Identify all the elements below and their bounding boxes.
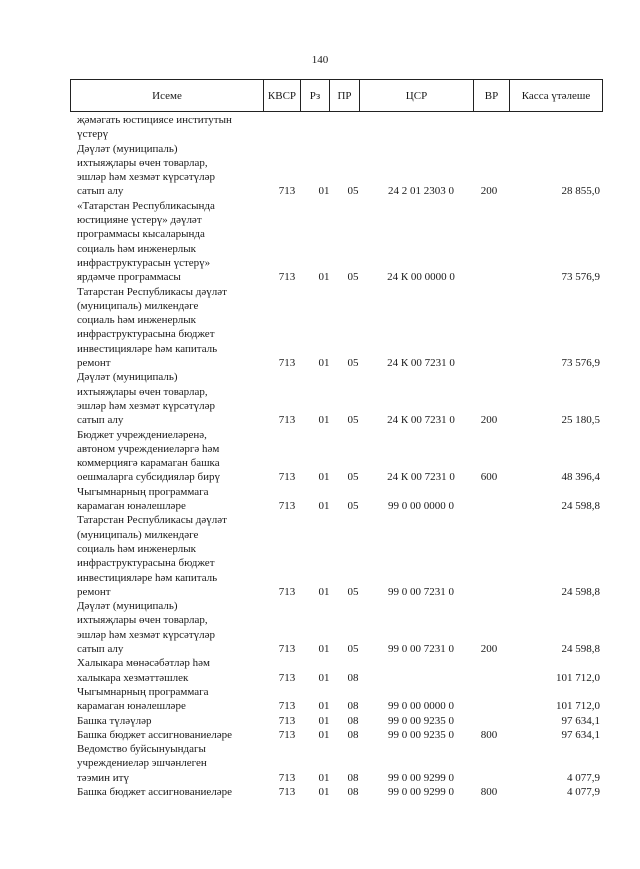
row-name-line: социаль һәм инженерлык bbox=[77, 542, 196, 555]
page-number: 140 bbox=[311, 54, 329, 66]
cell-amount: 73 576,9 bbox=[561, 271, 600, 284]
row-name bbox=[77, 513, 261, 599]
row-name-line: социаль һәм инженерлык bbox=[77, 242, 196, 255]
cell-rz: 01 bbox=[318, 471, 330, 484]
cell-rz: 01 bbox=[318, 671, 330, 684]
cell-pr: 08 bbox=[347, 671, 359, 684]
row-name-line: эшләр һәм хезмәт күрсәтүләр bbox=[77, 399, 216, 412]
cell-kvsr: 713 bbox=[278, 185, 296, 198]
row-name bbox=[77, 742, 261, 785]
cell-rz: 01 bbox=[318, 357, 330, 370]
table-row bbox=[0, 599, 640, 656]
table-row bbox=[0, 199, 640, 285]
header-csr: ЦСР bbox=[360, 80, 474, 111]
cell-pr: 05 bbox=[347, 643, 359, 656]
row-name-line: инвестицияләре һәм капиталь bbox=[77, 342, 218, 355]
row-name-line: коммерциягә карамаган башка bbox=[77, 457, 220, 470]
cell-kvsr: 713 bbox=[278, 643, 296, 656]
row-name-line: ихтыяҗлары өчен товарлар, bbox=[77, 385, 208, 398]
row-name-line: карамаган юнәлешләре bbox=[77, 500, 186, 513]
row-name-line: ярдәмче программасы bbox=[77, 271, 181, 284]
cell-amount: 24 598,8 bbox=[561, 585, 600, 598]
row-name-line: инфраструктурасын үстерү» bbox=[77, 256, 211, 269]
cell-kvsr: 713 bbox=[278, 671, 296, 684]
header-pr: ПР bbox=[330, 80, 360, 111]
header-rz: Рз bbox=[301, 80, 330, 111]
row-name-line: ремонт bbox=[77, 585, 111, 598]
cell-csr: 24 К 00 7231 0 bbox=[387, 471, 455, 484]
table-row bbox=[0, 285, 640, 371]
cell-pr: 05 bbox=[347, 500, 359, 513]
row-name-line: учреждениеләр эшчәнлеген bbox=[77, 757, 207, 770]
cell-vr: 600 bbox=[480, 471, 498, 484]
table-row bbox=[0, 113, 640, 142]
row-name bbox=[77, 785, 261, 799]
row-name-line: Ведомство буйсынуындагы bbox=[77, 743, 206, 756]
row-name-line: инфраструктурасына бюджет bbox=[77, 328, 215, 341]
cell-kvsr: 713 bbox=[278, 771, 296, 784]
row-name-line: Дәүләт (муниципаль) bbox=[77, 371, 178, 384]
cell-vr: 800 bbox=[480, 728, 498, 741]
cell-csr: 99 0 00 9299 0 bbox=[388, 771, 454, 784]
table-body bbox=[0, 113, 640, 799]
cell-amount: 101 712,0 bbox=[556, 700, 600, 713]
cell-csr: 24 К 00 7231 0 bbox=[387, 357, 455, 370]
cell-amount: 97 634,1 bbox=[561, 728, 600, 741]
cell-vr: 200 bbox=[480, 414, 498, 427]
row-name bbox=[77, 370, 261, 427]
row-name-line: Башка бюджет ассигнованиеләре bbox=[77, 728, 232, 741]
cell-amount: 73 576,9 bbox=[561, 357, 600, 370]
row-name-line: Татарстан Республикасы дәүләт bbox=[77, 285, 227, 298]
cell-vr: 200 bbox=[480, 643, 498, 656]
cell-kvsr: 713 bbox=[278, 585, 296, 598]
header-kvsr: КВСР bbox=[264, 80, 301, 111]
table-row bbox=[0, 370, 640, 427]
cell-csr: 24 2 01 2303 0 bbox=[388, 185, 454, 198]
table-row bbox=[0, 513, 640, 599]
row-name bbox=[77, 428, 261, 485]
row-name-line: карамаган юнәлешләре bbox=[77, 700, 186, 713]
table-row bbox=[0, 785, 640, 799]
cell-csr: 99 0 00 0000 0 bbox=[388, 700, 454, 713]
cell-pr: 08 bbox=[347, 714, 359, 727]
row-name-line: Халыкара мөнәсәбәтләр һәм bbox=[77, 657, 210, 670]
cell-kvsr: 713 bbox=[278, 786, 296, 798]
row-name-line: инвестицияләре һәм капиталь bbox=[77, 571, 218, 584]
row-name-line: (муниципаль) милкендәге bbox=[77, 528, 199, 541]
cell-csr: 99 0 00 9235 0 bbox=[388, 728, 454, 741]
row-name bbox=[77, 485, 261, 514]
header-amount: Касса үтәлеше bbox=[521, 89, 591, 102]
row-name bbox=[77, 728, 261, 742]
cell-rz: 01 bbox=[318, 271, 330, 284]
table-row bbox=[0, 742, 640, 785]
table-row bbox=[0, 142, 640, 199]
row-name-line: тәэмин итү bbox=[77, 771, 129, 784]
cell-amount: 24 598,8 bbox=[561, 500, 600, 513]
row-name bbox=[77, 599, 261, 656]
row-name-line: эшләр һәм хезмәт күрсәтүләр bbox=[77, 628, 216, 641]
table-header bbox=[70, 79, 603, 112]
row-name-line: сатып алу bbox=[77, 185, 124, 198]
cell-amount: 28 855,0 bbox=[561, 185, 600, 198]
cell-csr: 99 0 00 9299 0 bbox=[388, 786, 454, 798]
row-name-line: Чыгымнарның программага bbox=[77, 485, 209, 498]
row-name-line: социаль һәм инженерлык bbox=[77, 314, 196, 327]
row-name-line: Башка бюджет ассигнованиеләре bbox=[77, 786, 232, 798]
cell-pr: 05 bbox=[347, 185, 359, 198]
row-name bbox=[77, 714, 261, 728]
cell-amount: 4 077,9 bbox=[567, 771, 600, 784]
cell-kvsr: 713 bbox=[278, 728, 296, 741]
cell-kvsr: 713 bbox=[278, 471, 296, 484]
cell-pr: 08 bbox=[347, 786, 359, 798]
row-name-line: Дәүләт (муниципаль) bbox=[77, 600, 178, 613]
row-name-line: җәмәгать юстициясе институтын bbox=[77, 114, 232, 126]
row-name-line: Бюджет учреждениеләренә, bbox=[77, 428, 207, 441]
row-name-line: Башка түләүләр bbox=[77, 714, 152, 727]
row-name-line: үстерү bbox=[77, 128, 109, 141]
cell-csr: 24 К 00 7231 0 bbox=[387, 414, 455, 427]
table-row bbox=[0, 428, 640, 485]
row-name-line: Чыгымнарның программага bbox=[77, 685, 209, 698]
header-name: Исеме bbox=[71, 80, 264, 111]
cell-kvsr: 713 bbox=[278, 357, 296, 370]
row-name-line: автоном учреждениеләргә һәм bbox=[77, 442, 220, 455]
cell-kvsr: 713 bbox=[278, 714, 296, 727]
cell-rz: 01 bbox=[318, 500, 330, 513]
cell-pr: 05 bbox=[347, 271, 359, 284]
cell-amount: 48 396,4 bbox=[561, 471, 600, 484]
cell-csr: 99 0 00 7231 0 bbox=[388, 585, 454, 598]
cell-csr: 99 0 00 9235 0 bbox=[388, 714, 454, 727]
row-name bbox=[77, 113, 261, 142]
row-name-line: (муниципаль) милкендәге bbox=[77, 299, 199, 312]
cell-csr: 99 0 00 7231 0 bbox=[388, 643, 454, 656]
table-row bbox=[0, 714, 640, 728]
cell-amount: 97 634,1 bbox=[561, 714, 600, 727]
row-name-line: Дәүләт (муниципаль) bbox=[77, 142, 178, 155]
cell-amount: 24 598,8 bbox=[561, 643, 600, 656]
cell-amount: 101 712,0 bbox=[556, 671, 600, 684]
row-name bbox=[77, 142, 261, 199]
cell-rz: 01 bbox=[318, 185, 330, 198]
row-name-line: юстицияне үстерү» дәүләт bbox=[77, 214, 202, 227]
cell-pr: 05 bbox=[347, 357, 359, 370]
cell-kvsr: 713 bbox=[278, 500, 296, 513]
row-name-line: «Татарстан Республикасында bbox=[77, 199, 215, 212]
table-row bbox=[0, 656, 640, 685]
cell-vr: 800 bbox=[480, 786, 498, 798]
cell-amount: 25 180,5 bbox=[561, 414, 600, 427]
row-name-line: ихтыяҗлары өчен товарлар, bbox=[77, 614, 208, 627]
cell-pr: 08 bbox=[347, 728, 359, 741]
cell-rz: 01 bbox=[318, 700, 330, 713]
cell-amount: 4 077,9 bbox=[567, 786, 600, 798]
cell-rz: 01 bbox=[318, 643, 330, 656]
cell-csr: 24 К 00 0000 0 bbox=[387, 271, 455, 284]
row-name-line: оешмаларга субсидияләр бирү bbox=[77, 471, 220, 484]
cell-pr: 05 bbox=[347, 585, 359, 598]
cell-kvsr: 713 bbox=[278, 414, 296, 427]
row-name-line: инфраструктурасына бюджет bbox=[77, 557, 215, 570]
cell-rz: 01 bbox=[318, 585, 330, 598]
cell-rz: 01 bbox=[318, 786, 330, 798]
row-name-line: программасы кысаларында bbox=[77, 228, 205, 241]
cell-vr: 200 bbox=[480, 185, 498, 198]
cell-rz: 01 bbox=[318, 714, 330, 727]
cell-pr: 08 bbox=[347, 771, 359, 784]
cell-pr: 05 bbox=[347, 414, 359, 427]
cell-rz: 01 bbox=[318, 728, 330, 741]
cell-rz: 01 bbox=[318, 771, 330, 784]
row-name bbox=[77, 656, 261, 685]
table-row bbox=[0, 685, 640, 714]
cell-pr: 08 bbox=[347, 700, 359, 713]
cell-rz: 01 bbox=[318, 414, 330, 427]
row-name bbox=[77, 685, 261, 714]
row-name-line: ихтыяҗлары өчен товарлар, bbox=[77, 156, 208, 169]
row-name bbox=[77, 285, 261, 371]
table-row bbox=[0, 728, 640, 742]
cell-pr: 05 bbox=[347, 471, 359, 484]
row-name-line: халыкара хезмәттәшлек bbox=[77, 671, 189, 684]
header-vr: ВР bbox=[474, 80, 510, 111]
row-name bbox=[77, 199, 261, 285]
row-name-line: сатып алу bbox=[77, 643, 124, 656]
table-row bbox=[0, 485, 640, 514]
row-name-line: Татарстан Республикасы дәүләт bbox=[77, 514, 227, 527]
row-name-line: ремонт bbox=[77, 357, 111, 370]
row-name-line: эшләр һәм хезмәт күрсәтүләр bbox=[77, 171, 216, 184]
row-name-line: сатып алу bbox=[77, 414, 124, 427]
cell-kvsr: 713 bbox=[278, 700, 296, 713]
cell-kvsr: 713 bbox=[278, 271, 296, 284]
cell-csr: 99 0 00 0000 0 bbox=[388, 500, 454, 513]
